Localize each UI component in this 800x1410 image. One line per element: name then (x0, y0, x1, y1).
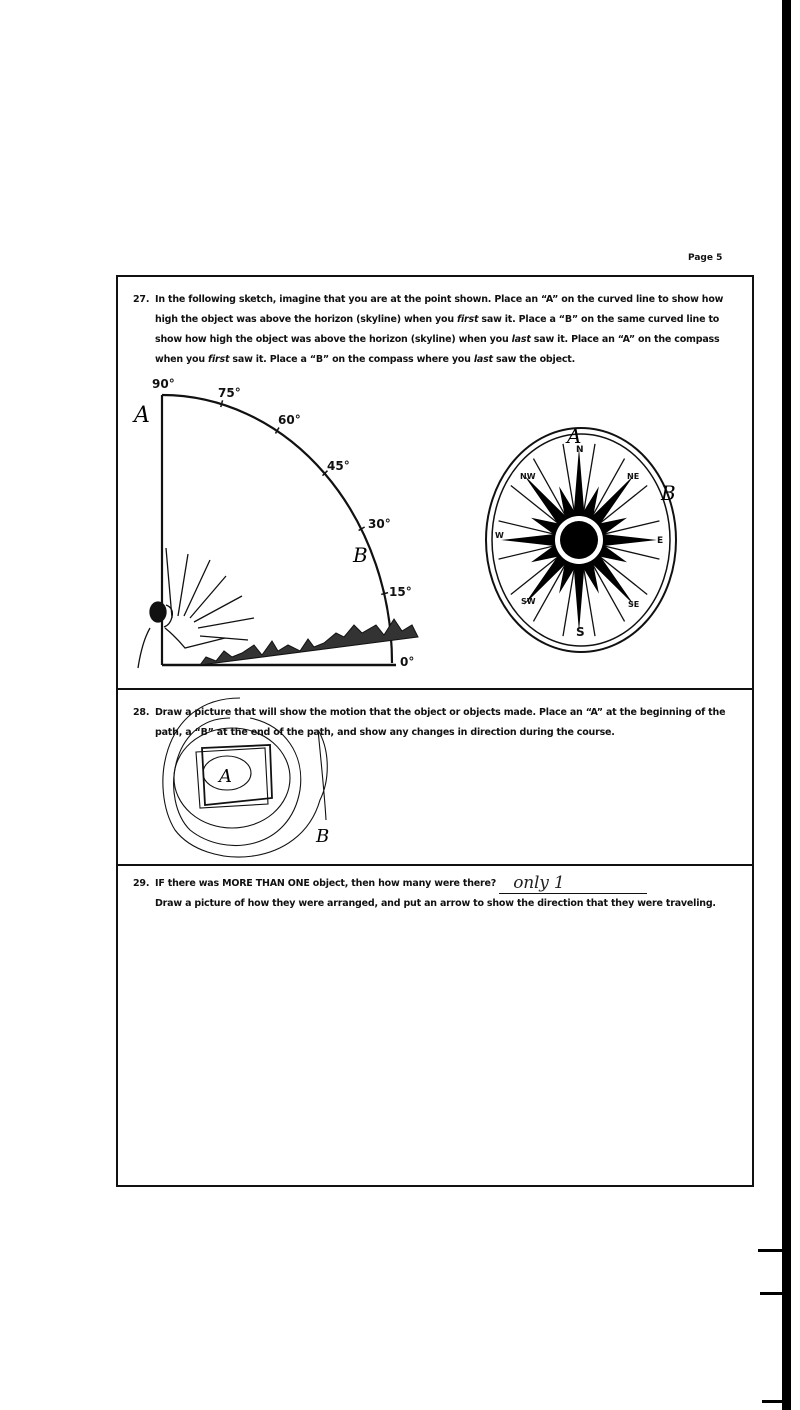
question-number: 29. (133, 878, 150, 889)
question-text-line: In the following sketch, imagine that you are at the point shown. Place an “A” on the curved line to show how (155, 294, 724, 305)
elevation-label-45: 45° (327, 459, 350, 473)
compass-label-w: W (495, 531, 504, 540)
drawing-area[interactable] (120, 920, 750, 1178)
compass-label-e: E (657, 536, 664, 546)
question-text-line: Draw a picture that will show the motion that the object or objects made. Place an “A” at the beginning of the (155, 707, 726, 718)
handwritten-compass-a: A (567, 424, 582, 448)
handwritten-compass-b: B (661, 481, 676, 505)
object-count-answer-field[interactable] (499, 873, 647, 894)
compass-label-ne: NE (627, 472, 640, 481)
question-text-line: high the object was above the horizon (skyline) when you first saw it. Place a “B” on the same curved line to (155, 314, 720, 325)
compass-label-n: N (576, 445, 584, 455)
question-text-line: Draw a picture of how they were arranged, and put an arrow to show the direction that they were traveling. (155, 898, 716, 909)
elevation-label-30: 30° (368, 517, 391, 531)
question-number: 28. (133, 707, 150, 718)
elevation-label-60: 60° (278, 413, 301, 427)
elevation-label-15: 15° (389, 585, 412, 599)
handwritten-answer: only 1 (513, 873, 565, 893)
page-number: Page 5 (688, 253, 723, 263)
question-text-line: path, a “B” at the end of the path, and show any changes in direction during the course. (155, 727, 615, 738)
question-29 (133, 873, 755, 914)
elevation-label-75: 75° (218, 386, 241, 400)
handwritten-path-start: A (219, 766, 232, 787)
handwritten-arc-a: A (134, 403, 150, 428)
elevation-label-0: 0° (400, 655, 415, 669)
question-number: 27. (133, 294, 150, 305)
question-text-line: IF there was MORE THAN ONE object, then how many were there? only 1 (155, 874, 755, 894)
compass-label-nw: NW (520, 472, 536, 481)
question-text-line: show how high the object was above the horizon (skyline) when you last saw it. Place an “A” on the compass (155, 334, 720, 345)
question-text-line: when you first saw it. Place a “B” on the compass where you last saw the object. (155, 354, 576, 365)
handwritten-path-end: B (316, 826, 330, 847)
compass-label-sw: SW (521, 597, 536, 606)
handwritten-arc-b: B (353, 543, 368, 567)
compass-label-s: S (576, 625, 585, 639)
compass-label-se: SE (628, 600, 640, 609)
elevation-label-90: 90° (152, 377, 175, 391)
